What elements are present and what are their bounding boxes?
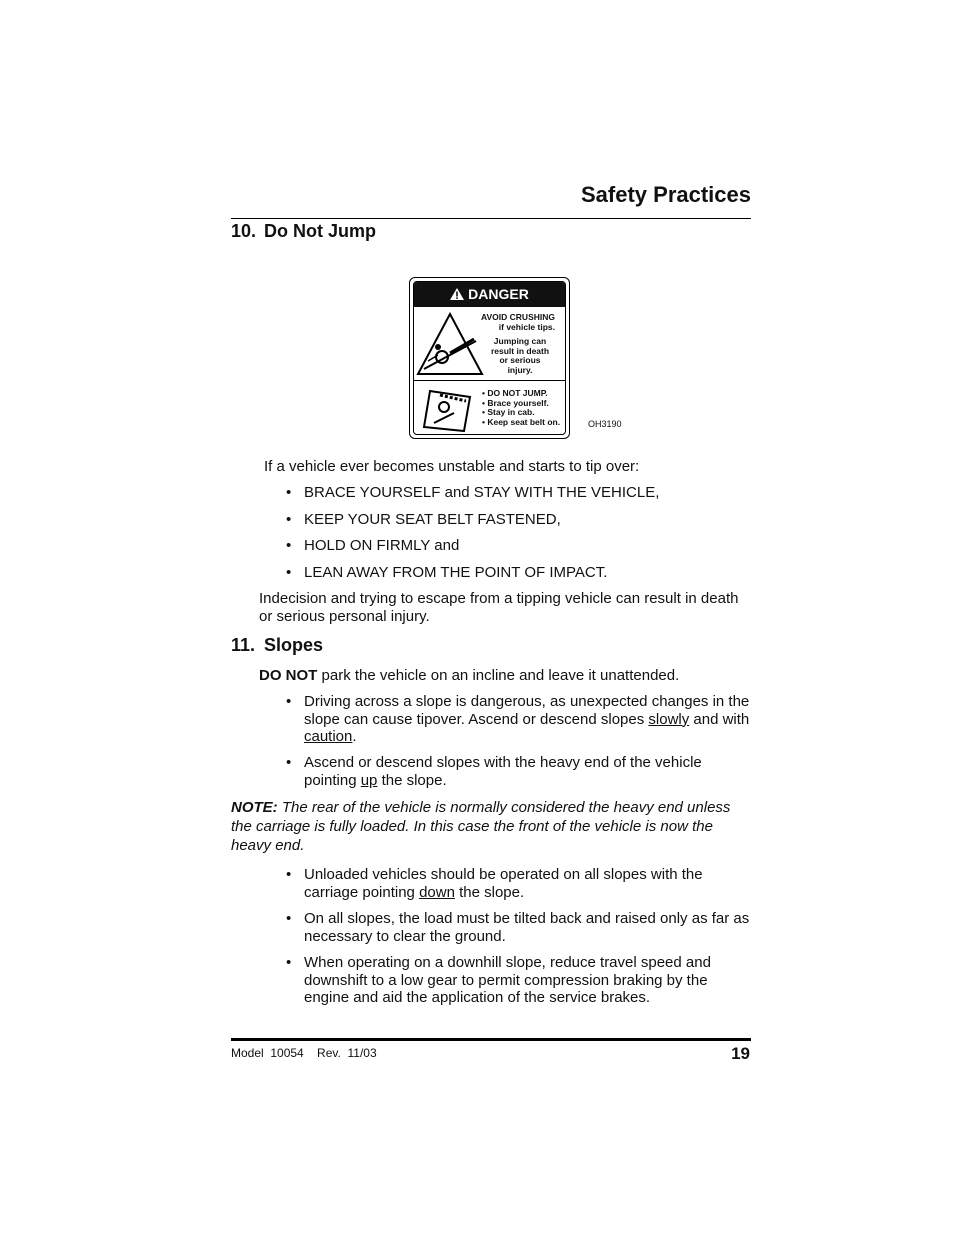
section-number: 11. [231,635,256,655]
list-item: • HOLD ON FIRMLY and [286,537,460,554]
page-number: 19 [731,1044,750,1063]
list-item: • Unloaded vehicles should be operated on all slopes with the carriage pointing down the slope. [286,866,703,901]
section-heading-slopes [231,635,323,656]
decal-text: • DO NOT JUMP. [482,388,548,398]
section-number: 10. [231,221,257,241]
list-item: • When operating on a downhill slope, reduce travel speed and downshift to a low gear to permit compression braking by the engine and aid the application of the service brakes. [286,954,711,1006]
section-title: Do Not Jump [264,221,377,241]
section-heading-do-not-jump [231,221,376,242]
decal-text: • Stay in cab. [482,407,535,417]
danger-decal [409,277,570,439]
section-title: Slopes [264,635,324,655]
page-header [231,178,751,219]
warning-icon [450,288,464,300]
decal-text: Jumping can [493,336,547,346]
list-item: • Ascend or descend slopes with the heavy end of the vehicle pointing up the slope. [286,754,702,789]
page-title: Safety Practices [581,182,751,207]
list-item: • On all slopes, the load must be tilted back and raised only as far as necessary to clear the ground. [286,910,750,945]
decal-text: result in death [490,345,550,356]
footer-divider [231,1038,751,1041]
list-item: • LEAN AWAY FROM THE POINT OF IMPACT. [286,564,608,581]
note: NOTE: The rear of the vehicle is normally considered the heavy end unless the carriage is fully loaded. In this case the front of the vehicle is now the heavy end. [231,799,731,854]
closing-text: Indecision and trying to escape from a tipping vehicle can result in death or serious personal injury. [259,590,739,625]
decal-text: if vehicle tips. [498,321,555,332]
list-item: • BRACE YOURSELF and STAY WITH THE VEHICLE, [286,484,660,501]
list-item: • KEEP YOUR SEAT BELT FASTENED, [286,511,561,528]
decal-text: AVOID CRUSHING [481,312,555,322]
figure-code: OH3190 [588,419,622,429]
seat-belt-icon [420,387,476,435]
decal-text: injury. [507,364,533,375]
decal-text: • Keep seat belt on. [482,416,561,427]
slopes-lead: DO NOT park the vehicle on an incline and leave it unattended. [259,667,680,684]
decal-text: or serious [499,355,541,365]
list-item: • Driving across a slope is dangerous, as unexpected changes in the slope can cause tipover. Ascend or descend slopes slowly and with caution. [286,693,750,745]
intro-text: If a vehicle ever becomes unstable and starts to tip over: [264,458,640,475]
decal-text: • Brace yourself. [482,397,549,408]
decal-heading: DANGER [414,282,565,307]
footer-model: Model 10054 Rev. 11/03 [231,1046,377,1060]
